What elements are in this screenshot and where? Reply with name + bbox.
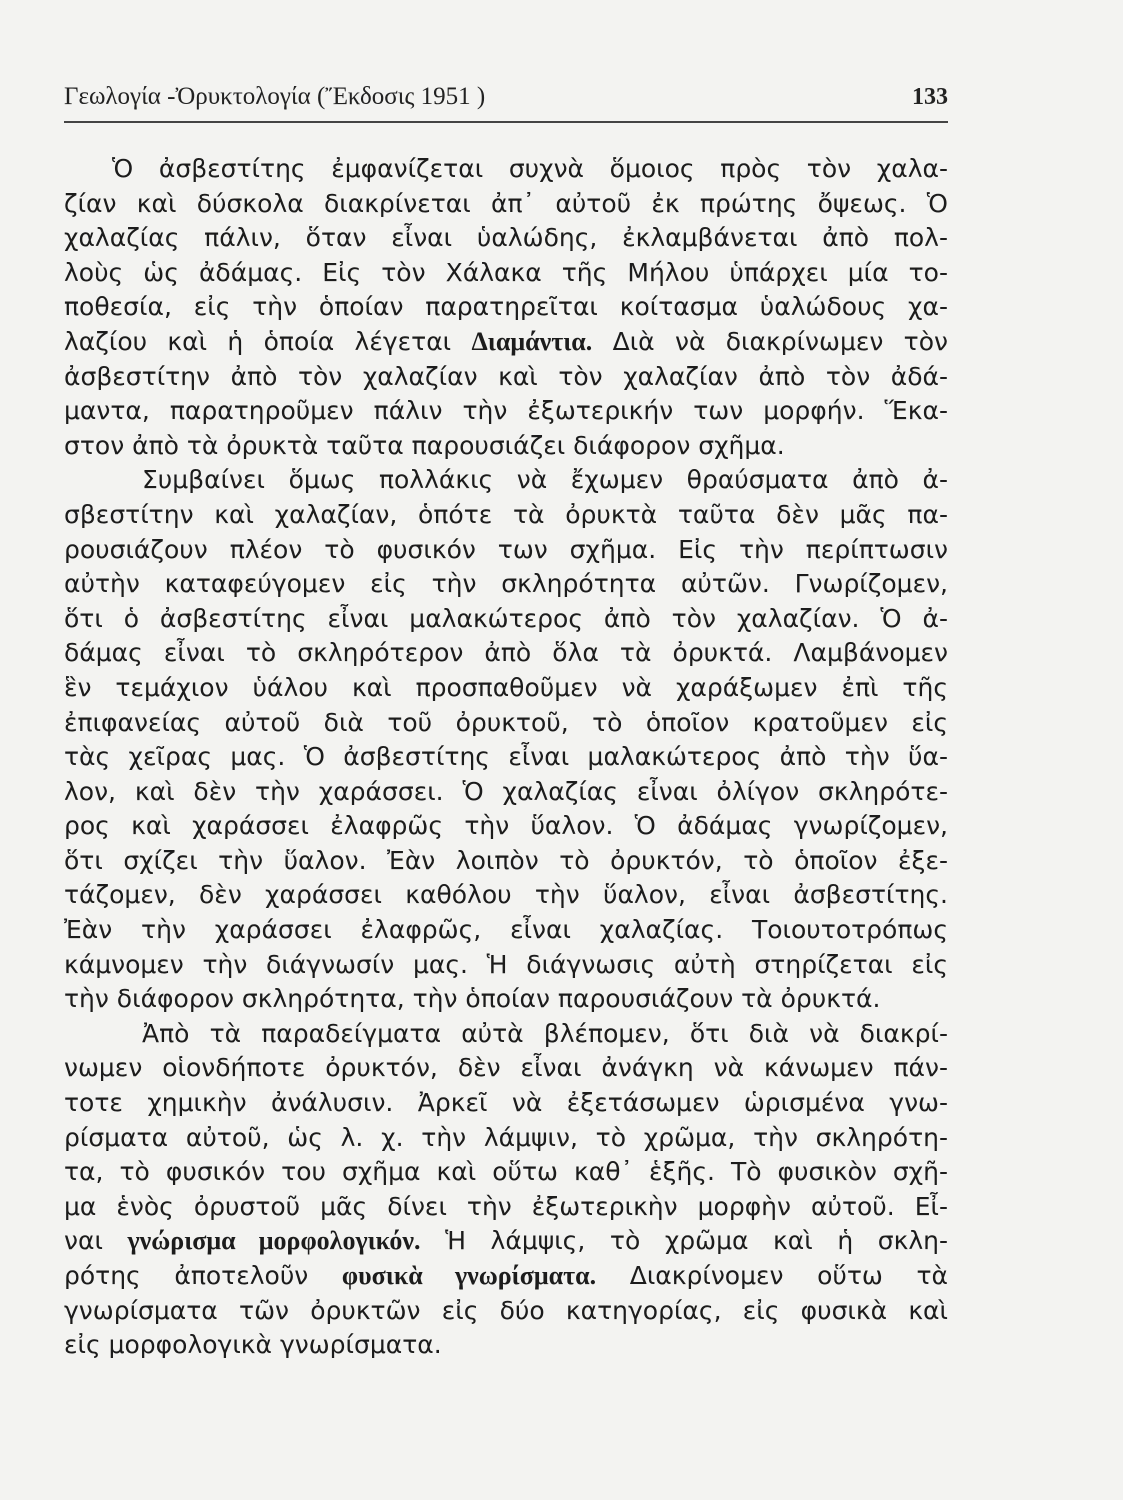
bold-term: Διαμάντια. [471, 326, 593, 356]
text-run: σβεστίτην καὶ χαλαζίαν, ὁπότε τὰ ὀρυκτὰ ταῦτα δὲν μᾶς πα- [64, 499, 948, 529]
bold-term: φυσικὰ γνωρίσματα. [341, 1261, 597, 1290]
text-run: ρος καὶ χαράσσει ἐλαφρῶς τὴν ὕαλον. Ὁ ἀδάμας γνωρίζομεν, [64, 811, 948, 841]
paragraph [64, 152, 948, 463]
text-line [64, 809, 948, 844]
bold-term: γνώρισμα μορφολογικόν. [127, 1226, 421, 1256]
text-run: ὅτι ὁ ἀσβεστίτης εἶναι μαλακώτερος ἀπὸ τὸν χαλαζίαν. Ὁ ἀ- [64, 603, 948, 633]
running-title: Γεωλογία -Ὀρυκτολογία (Ἔκδοσις 1951 ) [64, 83, 486, 110]
text-line [64, 256, 948, 291]
text-line [64, 1051, 948, 1086]
text-run: νωμεν οἱονδήποτε ὀρυκτόν, δὲν εἶναι ἀνάγκη νὰ κάνωμεν πάν- [64, 1053, 948, 1083]
text-run: στον ἀπὸ τὰ ὀρυκτὰ ταῦτα παρουσιάζει διάφορον σχῆμα. [64, 430, 785, 460]
text-run: Ἀπὸ τὰ παραδείγματα αὐτὰ βλέπομεν, ὅτι διὰ νὰ διακρί- [142, 1018, 948, 1048]
paragraph [64, 1017, 948, 1363]
text-run: ποθεσία, εἰς τὴν ὁποίαν παρατηρεῖται κοίτασμα ὑαλώδους χα- [64, 292, 948, 322]
text-run: δάμας εἶναι τὸ σκληρότερον ἀπὸ ὅλα τὰ ὀρυκτά. Λαμβάνομεν [64, 638, 948, 668]
text-run: τὴν διάφορον σκληρότητα, τὴν ὁποίαν παρουσιάζουν τὰ ὀρυκτά. [64, 984, 881, 1014]
text-run: λον, καὶ δὲν τὴν χαράσσει. Ὁ χαλαζίας εἶναι ὀλίγον σκληρότε- [64, 776, 948, 806]
text-line [64, 567, 948, 602]
text-line [64, 706, 948, 741]
text-line [64, 844, 948, 879]
text-run: ρότης ἀποτελοῦν [64, 1261, 342, 1290]
text-run: Συμβαίνει ὅμως πολλάκις νὰ ἔχωμεν θραύσματα ἀπὸ ἀ- [142, 465, 948, 495]
text-run: Διακρίνομεν οὕτω τὰ [596, 1261, 949, 1290]
text-line [64, 671, 948, 706]
text-line [64, 325, 948, 360]
text-run: ἀσβεστίτην ἀπὸ τὸν χαλαζίαν καὶ τὸν χαλαζίαν ἀπὸ τὸν ἀδά- [64, 361, 948, 391]
text-line [64, 636, 948, 671]
text-run: ἓν τεμάχιον ὑάλου καὶ προσπαθοῦμεν νὰ χαράξωμεν ἐπὶ τῆς [64, 672, 948, 702]
text-line [64, 1294, 948, 1329]
text-run: τα, τὸ φυσικόν του σχῆμα καὶ οὕτω καθ᾿ ἑξῆς. Τὸ φυσικὸν σχῆ- [64, 1157, 948, 1187]
text-line [64, 394, 948, 429]
text-run: Ὁ ἀσβεστίτης ἐμφανίζεται συχνὰ ὅμοιος πρὸς τὸν χαλα- [112, 154, 948, 183]
text-line [64, 1086, 948, 1121]
text-run: ρίσματα αὐτοῦ, ὡς λ. χ. τὴν λάμψιν, τὸ χρῶμα, τὴν σκληρότη- [64, 1122, 948, 1152]
text-line [64, 429, 948, 464]
page-number: 133 [912, 84, 948, 110]
text-line [64, 533, 948, 568]
text-line [64, 878, 948, 913]
text-line [64, 602, 948, 637]
text-run: τοτε χημικὴν ἀνάλυσιν. Ἀρκεῖ νὰ ἐξετάσωμεν ὡρισμένα γνω- [64, 1088, 948, 1118]
text-line [64, 982, 948, 1017]
text-line [64, 463, 948, 498]
text-line [64, 913, 948, 948]
text-run: Διὰ νὰ διακρίνωμεν τὸν [592, 326, 948, 356]
text-run: αὐτὴν καταφεύγομεν εἰς τὴν σκληρότητα αὐτῶν. Γνωρίζομεν, [64, 569, 948, 599]
text-line [64, 1190, 948, 1225]
text-line [64, 948, 948, 983]
text-line [64, 1121, 948, 1156]
text-run: χαλαζίας πάλιν, ὅταν εἶναι ὑαλώδης, ἐκλαμβάνεται ἀπὸ πολ- [64, 223, 948, 253]
text-line [64, 498, 948, 533]
text-run: μα ἑνὸς ὀρυστοῦ μᾶς δίνει τὴν ἐξωτερικὴν μορφὴν αὐτοῦ. Εἶ- [64, 1191, 948, 1221]
text-line [64, 152, 948, 187]
page-body [64, 152, 948, 1363]
text-run: λοὺς ὡς ἀδάμας. Εἰς τὸν Χάλακα τῆς Μήλου ὑπάρχει μία το- [64, 257, 948, 287]
text-line [64, 775, 948, 810]
text-run: τὰς χεῖρας μας. Ὁ ἀσβεστίτης εἶναι μαλακώτερος ἀπὸ τὴν ὕα- [64, 742, 948, 772]
text-run: ρουσιάζουν πλέον τὸ φυσικόν των σχῆμα. Εἰς τὴν περίπτωσιν [64, 534, 948, 564]
text-run: κάμνομεν τὴν διάγνωσίν μας. Ἡ διάγνωσις αὐτὴ στηρίζεται εἰς [64, 949, 948, 979]
text-line [64, 290, 948, 325]
paragraph [64, 463, 948, 1017]
text-line [64, 221, 948, 256]
text-run: ἐπιφανείας αὐτοῦ διὰ τοῦ ὀρυκτοῦ, τὸ ὁποῖον κρατοῦμεν εἰς [64, 707, 948, 737]
text-line [64, 360, 948, 395]
text-line [64, 1224, 948, 1259]
text-line [64, 740, 948, 775]
text-run: ναι [64, 1226, 128, 1256]
text-line [64, 187, 948, 222]
text-line [64, 1328, 948, 1363]
text-line [64, 1155, 948, 1190]
text-line [64, 1259, 948, 1294]
text-line [64, 1017, 948, 1052]
text-run: ζίαν καὶ δύσκολα διακρίνεται ἀπ᾿ αὐτοῦ ἐκ πρώτης ὄψεως. Ὁ [64, 188, 948, 218]
text-run: Ἐὰν τὴν χαράσσει ἐλαφρῶς, εἶναι χαλαζίας. Τοιουτοτρόπως [64, 915, 948, 945]
text-run: μαντα, παρατηροῦμεν πάλιν τὴν ἐξωτερικήν των μορφήν. Ἕκα- [64, 396, 948, 426]
text-run: λαζίου καὶ ἡ ὁποία λέγεται [64, 326, 472, 356]
text-run: Ἡ λάμψις, τὸ χρῶμα καὶ ἡ σκλη- [420, 1226, 949, 1256]
text-run: γνωρίσματα τῶν ὀρυκτῶν εἰς δύο κατηγορίας, εἰς φυσικὰ καὶ [64, 1295, 948, 1325]
header-rule [64, 121, 948, 123]
text-run: ὅτι σχίζει τὴν ὕαλον. Ἐὰν λοιπὸν τὸ ὀρυκτόν, τὸ ὁποῖον ἐξε- [64, 845, 948, 875]
text-run: εἰς μορφολογικὰ γνωρίσματα. [64, 1330, 442, 1360]
text-run: τάζομεν, δὲν χαράσσει καθόλου τὴν ὕαλον, εἶναι ἀσβεστίτης. [64, 880, 948, 910]
